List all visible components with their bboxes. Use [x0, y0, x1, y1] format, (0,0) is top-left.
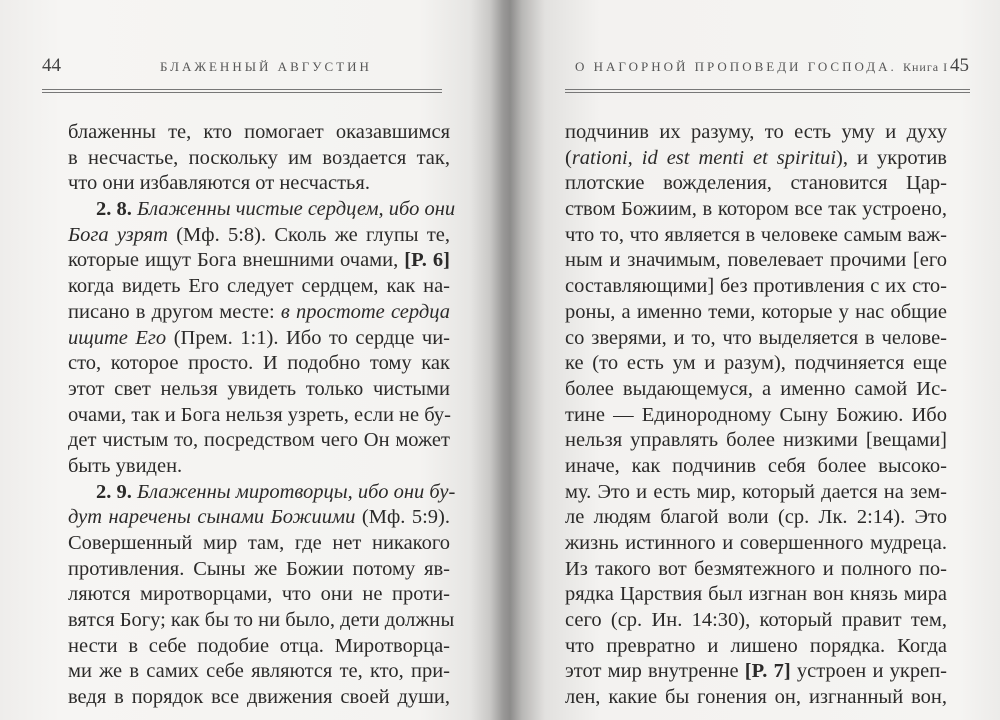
text-run: которые ищут Бога внешними очами, [68, 249, 405, 272]
text-line [565, 274, 947, 300]
text-line [565, 557, 947, 583]
text-run: ведя в порядок все движения своей души, [68, 686, 450, 709]
text-run: ле людям благой воли (ср. Лк. 2:14). Это [565, 506, 947, 529]
italic-quote: в простоте сердца [280, 300, 450, 323]
text-line [68, 557, 450, 583]
text-line [565, 248, 947, 274]
italic-quote: rationi, id est menti et spiritui [571, 146, 837, 169]
text-run: (Мф. 5:8). Сколь же глупы те, [167, 223, 450, 246]
text-line [565, 146, 947, 172]
header-rule [565, 89, 970, 93]
text-run: составляющими] без противления с их сто- [565, 275, 947, 298]
running-title: БЛАЖЕННЫЙ АВГУСТИН [160, 59, 372, 74]
page-marker: [P. 6] [404, 249, 450, 272]
page-number: 45 [950, 55, 969, 76]
text-line [565, 480, 947, 506]
page-body-text [68, 120, 456, 711]
text-line [68, 197, 456, 223]
text-line [565, 377, 947, 403]
header-rule [42, 89, 442, 93]
text-run: лен, какие бы гонения он, изгнанный вон, [565, 686, 947, 709]
text-line [565, 403, 947, 429]
text-line [565, 223, 947, 249]
text-run: подчинив их разуму, то есть уму и духу [565, 121, 947, 143]
text-run: Совершенный мир там, где нет никакого [68, 532, 450, 554]
text-line [68, 120, 450, 146]
text-run: в несчастье, поскольку им воздается так, [68, 146, 450, 169]
text-line [565, 582, 947, 608]
text-line [565, 171, 947, 197]
running-title-main: О НАГОРНОЙ ПРОПОВЕДИ ГОСПОДА. [575, 59, 897, 74]
page-marker: [P. 7] [744, 660, 791, 683]
text-line [68, 351, 450, 377]
left-page [0, 0, 490, 720]
text-run: устроен и укреп- [790, 660, 947, 683]
text-run: ( [565, 146, 572, 169]
text-run: (Мф. 5:9). [355, 506, 450, 529]
text-line [68, 428, 450, 454]
text-run: жизнь истинного и совершенного мудреца. [565, 532, 947, 554]
section-number: 2. 9. [96, 480, 137, 503]
text-run: очами, так и Бога нельзя узреть, если не бу- [68, 403, 451, 426]
text-run: что они избавляются от несчастья. [68, 172, 370, 195]
text-run: ством Божиим, в котором все так устроено, [565, 198, 947, 221]
italic-quote: Блаженны чистые сердцем, ибо они [137, 198, 456, 221]
text-line [68, 685, 450, 711]
text-line [68, 403, 450, 429]
text-line [68, 454, 450, 480]
text-run: что то, что является в человеке самым важ- [565, 223, 947, 246]
text-run: ным и значимым, повелевает прочими [его [565, 249, 947, 272]
text-run: ми же в самих себе являются те, кто, при- [68, 660, 450, 683]
text-run: сего (ср. Ин. 14:30), который правит тем, [565, 609, 947, 632]
text-run: когда видеть Его следует сердцем, как на- [68, 275, 450, 298]
text-run: Из такого вот безмятежного и полного по- [565, 557, 947, 580]
text-line [68, 223, 450, 249]
text-line [565, 197, 947, 223]
text-line [565, 685, 947, 711]
text-run: блаженны те, кто помогает оказавшимся [68, 121, 450, 143]
text-line [565, 300, 947, 326]
text-run: ), и укротив [836, 146, 947, 169]
text-run: вятся Богу; как бы то ни было, дети должны [68, 609, 455, 632]
text-run: этот мир внутренне [565, 660, 745, 683]
running-title [575, 59, 948, 75]
text-run: что превратно и лишено порядка. Когда [565, 634, 947, 657]
text-line [68, 582, 450, 608]
text-run: писано в другом месте: [68, 300, 281, 323]
text-run: (Прем. 1:1). Ибо то сердце чи- [166, 326, 450, 349]
italic-quote: Бога узрят [68, 223, 168, 246]
text-run: ляются миротворцами, что они не проти- [68, 583, 450, 606]
italic-quote: дут наречены сынами Божиими [68, 506, 356, 529]
text-line [565, 659, 947, 685]
text-line [565, 505, 947, 531]
text-run: плотские вожделения, становится Цар- [565, 172, 947, 195]
text-line [68, 300, 450, 326]
text-run: тине — Единородному Сыну Божию. Ибо [565, 403, 947, 426]
text-run: более выдающемуся, а именно самой Ис- [565, 377, 947, 400]
text-line [68, 377, 450, 403]
text-line [68, 171, 450, 197]
text-line [565, 634, 947, 660]
text-run: быть увиден. [68, 454, 183, 477]
text-line [565, 351, 947, 377]
text-run: иначе, как подчинив себя более высоко- [565, 454, 947, 477]
text-line [68, 480, 456, 506]
text-line [68, 248, 450, 274]
text-line [68, 146, 450, 172]
text-run: противления. Сыны же Божии потому яв- [68, 557, 450, 580]
section-number: 2. 8. [96, 198, 137, 221]
text-run: нельзя управлять более низкими [вещами] [565, 429, 947, 452]
text-line [68, 634, 450, 660]
text-line [68, 659, 450, 685]
text-line [565, 608, 947, 634]
text-line [68, 608, 455, 634]
text-run: ке (то есть ум и разум), подчиняется еще [565, 352, 947, 375]
text-run: со зверями, и то, что выделяется в челове- [565, 326, 947, 349]
running-title-book: Книга I [903, 60, 949, 74]
text-run: дет чистым то, посредством чего Он может [68, 429, 450, 452]
text-run: нести в себе подобие отца. Миротворца- [68, 634, 450, 657]
text-run: му. Это и есть мир, который дается на зем- [565, 480, 947, 503]
text-line [565, 120, 947, 146]
text-line [68, 274, 450, 300]
text-line [565, 428, 947, 454]
right-page [510, 0, 1000, 720]
italic-quote: ищите Его [68, 326, 167, 349]
text-line [565, 531, 947, 557]
text-line [68, 531, 450, 557]
text-line [565, 454, 947, 480]
text-run: сто, которое просто. И подобно тому как [68, 352, 450, 375]
italic-quote: Блаженны миротворцы, ибо они бу- [137, 480, 456, 503]
page-body-text [565, 120, 947, 711]
text-run: рядка Царствия был изгнан вон князь мира [565, 583, 947, 606]
text-line [565, 326, 947, 352]
text-line [68, 505, 450, 531]
text-line [68, 326, 450, 352]
page-number: 44 [42, 55, 61, 76]
text-run: роны, а именно теми, которые у нас общие [565, 300, 947, 323]
text-run: этот свет нельзя увидеть только чистыми [68, 377, 450, 400]
